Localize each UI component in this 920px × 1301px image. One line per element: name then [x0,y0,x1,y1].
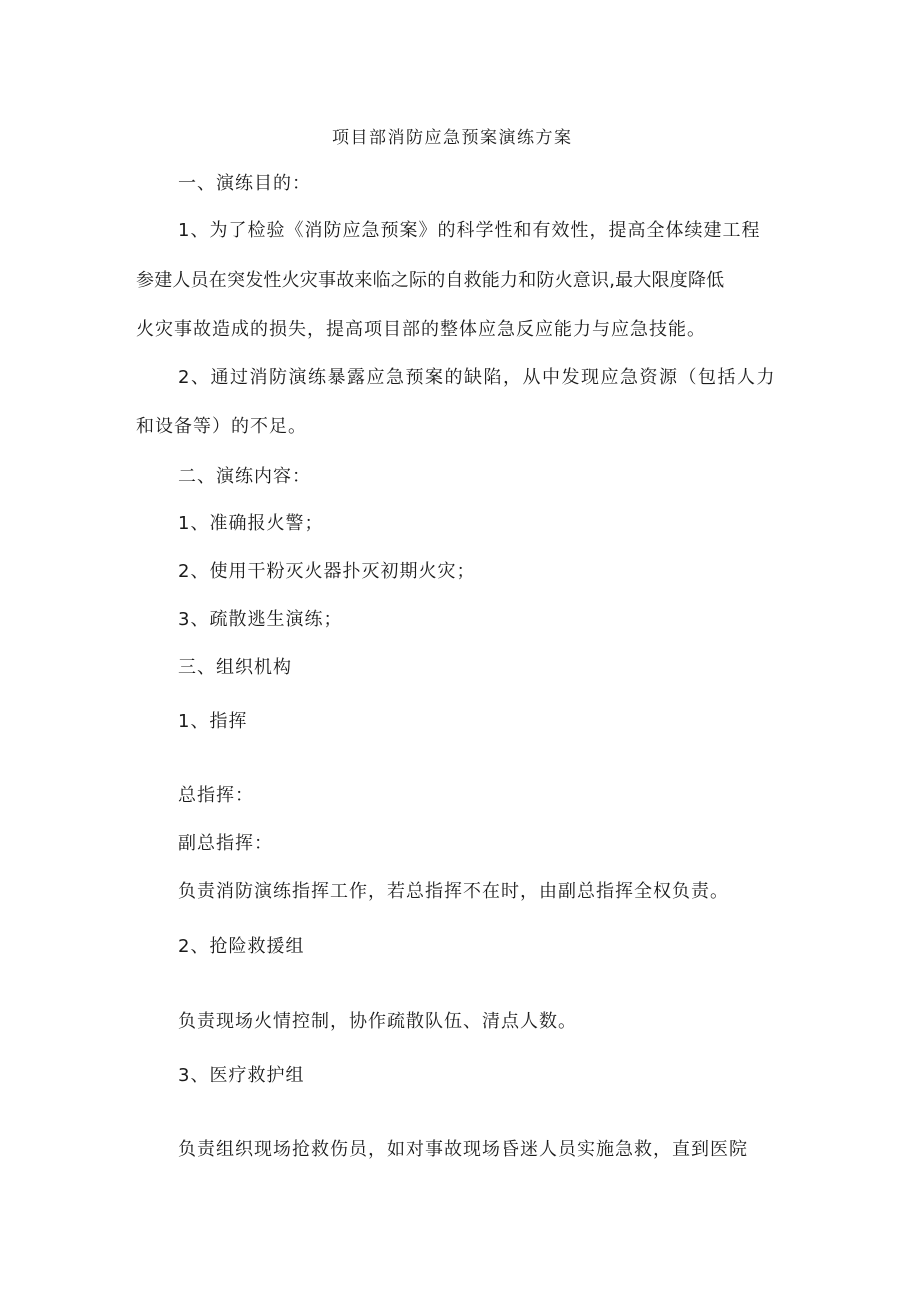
paragraph-line: 参建人员在突发性火灾事故来临之际的自救能力和防火意识,最大限度降低 [136,270,725,291]
document-title: 项目部消防应急预案演练方案 [332,128,573,148]
paragraph-line: 负责现场火情控制，协作疏散队伍、清点人数。 [178,1011,577,1032]
paragraph-line: 和设备等）的不足。 [136,416,307,437]
list-item: 2、使用干粉灭火器扑灭初期火灾； [178,561,476,582]
paragraph-line: 副总指挥： [178,833,273,854]
paragraph-line: 1、为了检验《消防应急预案》的科学性和有效性，提高全体续建工程 [178,220,761,241]
paragraph-line: 2、通过消防演练暴露应急预案的缺陷，从中发现应急资源（包括人力 [178,367,776,388]
list-item: 1、准确报火警； [178,513,324,534]
section-heading: 三、组织机构 [178,657,292,678]
paragraph-line: 总指挥： [178,785,254,806]
group-heading: 1、指挥 [178,711,248,732]
group-heading: 2、抢险救援组 [178,936,305,957]
section-heading: 一、演练目的： [178,173,311,194]
group-heading: 3、医疗救护组 [178,1065,305,1086]
paragraph-line: 负责组织现场抢救伤员，如对事故现场昏迷人员实施急救，直到医院 [178,1139,748,1160]
list-item: 3、疏散逃生演练； [178,609,343,630]
paragraph-line: 负责消防演练指挥工作，若总指挥不在时，由副总指挥全权负责。 [178,881,729,902]
section-heading: 二、演练内容： [178,466,311,487]
paragraph-line: 火灾事故造成的损失，提高项目部的整体应急反应能力与应急技能。 [136,319,706,340]
